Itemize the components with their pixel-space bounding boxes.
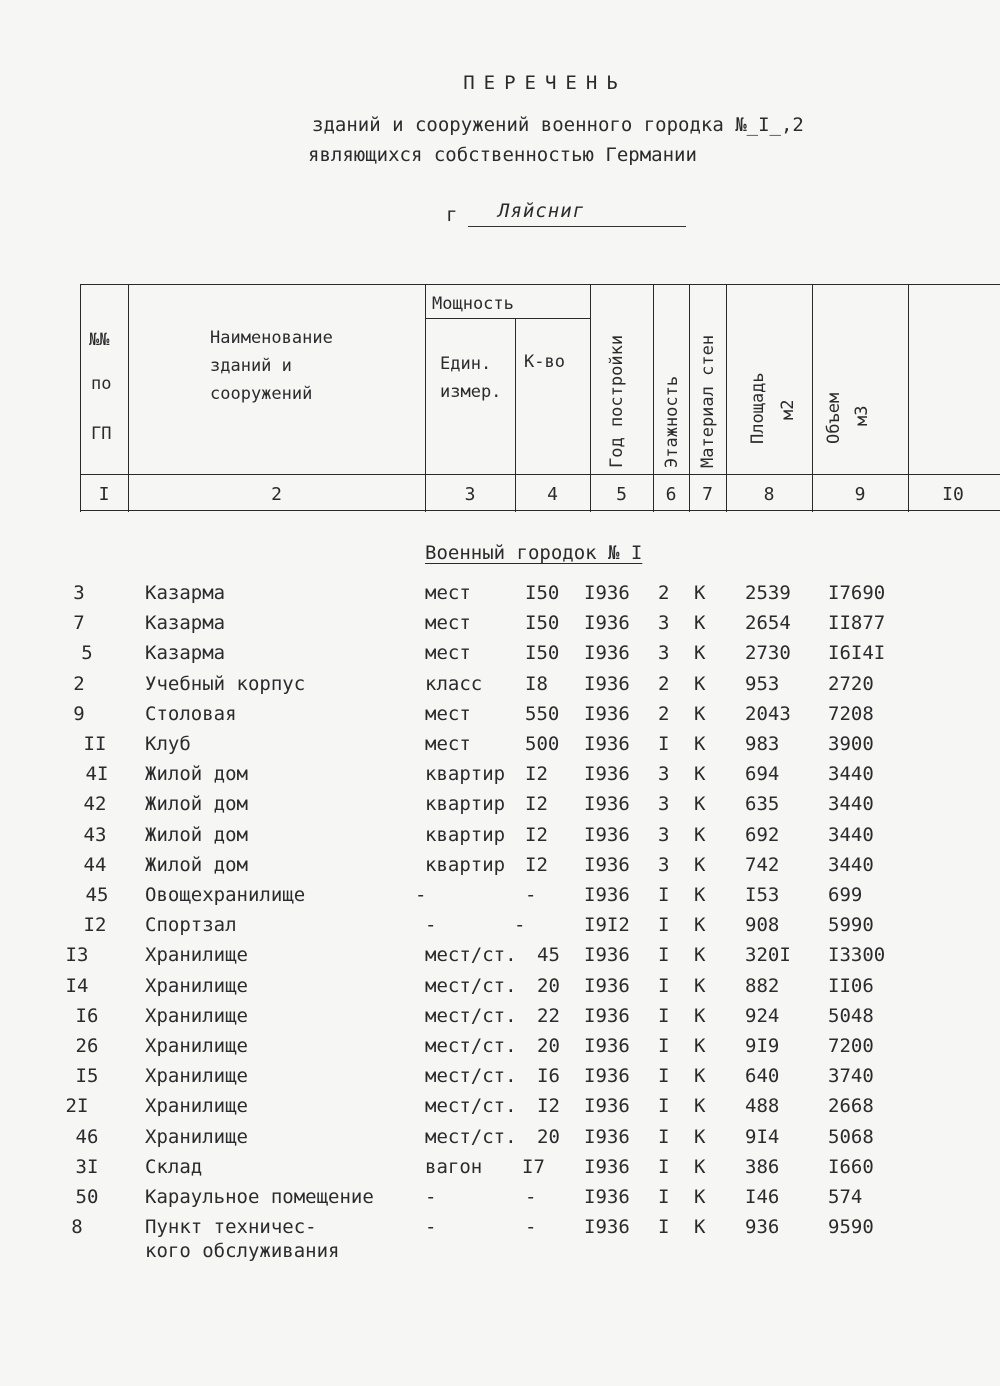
- row-qty: I2: [537, 1095, 560, 1118]
- col-number-2: 2: [271, 484, 282, 505]
- row-unit: мест: [425, 702, 471, 725]
- col-area-label-2: м2: [778, 399, 798, 420]
- row-name: Хранилище: [145, 1125, 248, 1148]
- table-row: [0, 733, 1000, 763]
- header-mid-border: [80, 474, 1000, 475]
- row-number: 3: [73, 582, 85, 604]
- row-volume: II877: [828, 612, 886, 635]
- row-volume: 699: [828, 884, 863, 906]
- col-name-label-1: Наименование: [210, 328, 333, 348]
- col-number-6: 6: [665, 484, 677, 505]
- row-number: 4I: [85, 763, 109, 786]
- row-area: 953: [745, 672, 780, 695]
- row-material: К: [694, 823, 706, 846]
- row-year: I936: [584, 823, 630, 846]
- row-number: II: [83, 733, 107, 755]
- row-year: I936: [584, 884, 630, 906]
- table-row: [0, 582, 1000, 612]
- row-area: 488: [745, 1095, 780, 1118]
- row-area: 2043: [745, 702, 791, 725]
- row-area: 9I4: [745, 1125, 780, 1148]
- col-volume-label-1: Объем: [824, 392, 844, 444]
- row-qty: I2: [525, 793, 548, 816]
- row-material: К: [694, 612, 706, 635]
- row-number: 8: [71, 1216, 83, 1239]
- row-area: I46: [745, 1186, 780, 1208]
- row-area: 908: [745, 914, 780, 937]
- col-line-8: [812, 284, 813, 512]
- row-year: I936: [584, 642, 630, 665]
- row-unit: мест: [425, 642, 471, 665]
- row-area: 386: [745, 1155, 780, 1178]
- row-floors: I: [658, 1186, 670, 1208]
- row-number: 46: [75, 1125, 99, 1148]
- row-floors: I: [658, 1125, 670, 1148]
- row-number: 43: [83, 823, 107, 846]
- row-number: 5: [81, 642, 93, 665]
- row-name: Учебный корпус: [145, 672, 306, 695]
- row-unit: -: [425, 914, 437, 937]
- table-row: [0, 1005, 1000, 1035]
- row-qty: -: [514, 914, 526, 937]
- row-area: 640: [745, 1065, 780, 1088]
- row-floors: 2: [658, 582, 670, 604]
- row-name: Склад: [145, 1155, 203, 1178]
- row-number: 45: [85, 884, 109, 906]
- row-number: I3: [65, 944, 89, 967]
- col-number-3: 3: [464, 484, 476, 505]
- row-number: 50: [75, 1186, 99, 1208]
- row-name: Хранилище: [145, 1065, 248, 1088]
- row-unit: мест/ст.: [425, 974, 517, 997]
- row-number: 3I: [75, 1155, 99, 1178]
- col-line-7: [726, 284, 727, 512]
- col-no-label-2: по: [91, 374, 112, 394]
- col-no-label-3: ГП: [91, 424, 112, 444]
- row-name: Жилой дом: [145, 853, 248, 876]
- table-row: [0, 824, 1000, 854]
- row-area: 882: [745, 974, 780, 997]
- row-year: I936: [584, 1216, 630, 1239]
- row-area: 936: [745, 1216, 780, 1239]
- subtitle-line-2: являющихся собственностью Германии: [308, 144, 697, 166]
- row-material: К: [694, 763, 706, 786]
- col-number-1: I: [98, 484, 110, 505]
- col-year-label: Год постройки: [607, 334, 627, 468]
- row-material: К: [694, 884, 706, 906]
- row-volume: II06: [828, 974, 874, 997]
- row-number: 2: [73, 672, 85, 695]
- row-material: К: [694, 944, 706, 967]
- col-number-10: I0: [942, 484, 964, 505]
- row-material: К: [694, 1186, 706, 1208]
- row-floors: I: [658, 1035, 670, 1057]
- row-name: Столовая: [145, 702, 237, 725]
- table-row: [0, 1065, 1000, 1095]
- row-year: I936: [584, 1035, 630, 1057]
- row-area: 924: [745, 1004, 780, 1027]
- table-row: [0, 763, 1000, 793]
- table-row: [0, 1095, 1000, 1125]
- row-number: I4: [65, 974, 89, 997]
- table-row: [0, 884, 1000, 914]
- row-name: Жилой дом: [145, 823, 248, 846]
- table-row: [0, 944, 1000, 974]
- city-name: Ляйсниг: [498, 200, 586, 222]
- row-floors: I: [658, 1004, 670, 1027]
- row-area: 2730: [745, 642, 791, 665]
- table-row: [0, 1126, 1000, 1156]
- row-area: 742: [745, 853, 780, 876]
- row-material: К: [694, 853, 706, 876]
- section-title: Военный городок № I: [425, 542, 643, 564]
- row-floors: I: [658, 1216, 670, 1239]
- header-bottom-border: [80, 510, 1000, 511]
- row-volume: I7690: [828, 582, 886, 604]
- col-number-7: 7: [702, 484, 713, 505]
- row-qty: I50: [525, 642, 560, 665]
- row-number: 26: [75, 1035, 99, 1057]
- row-material: К: [694, 1095, 706, 1118]
- table-row: [0, 1156, 1000, 1186]
- row-volume: 9590: [828, 1216, 874, 1239]
- table-row: [0, 703, 1000, 733]
- row-volume: 5990: [828, 914, 874, 937]
- col-number-9: 9: [854, 484, 866, 505]
- row-unit: мест: [425, 582, 471, 604]
- row-material: К: [694, 582, 706, 604]
- row-unit: мест: [425, 612, 471, 635]
- row-floors: 2: [658, 672, 670, 695]
- row-material: К: [694, 974, 706, 997]
- row-area: 2654: [745, 612, 791, 635]
- table-row: [0, 1186, 1000, 1216]
- row-volume: 5048: [828, 1004, 874, 1027]
- row-material: К: [694, 1125, 706, 1148]
- table-row: [0, 793, 1000, 823]
- row-volume: 7200: [828, 1035, 874, 1057]
- row-material: К: [694, 672, 706, 695]
- row-qty: I50: [525, 612, 560, 635]
- table-row: [0, 914, 1000, 944]
- col-floors-label: Этажность: [662, 375, 682, 468]
- row-material: К: [694, 1155, 706, 1178]
- row-floors: 3: [658, 763, 670, 786]
- row-volume: 3740: [828, 1065, 874, 1088]
- col-material-label: Материал стен: [698, 334, 718, 468]
- col-no-label-1: №№: [89, 330, 110, 350]
- col-line-2: [425, 284, 426, 512]
- row-name: Пункт техничес-: [145, 1216, 317, 1239]
- row-qty: -: [525, 1186, 537, 1208]
- row-year: I9I2: [584, 914, 630, 937]
- row-floors: I: [658, 974, 670, 997]
- row-floors: 3: [658, 793, 670, 816]
- row-material: К: [694, 1004, 706, 1027]
- col-name-label-2: зданий и: [210, 356, 292, 376]
- row-material: К: [694, 1065, 706, 1088]
- row-unit: мест/ст.: [425, 1004, 517, 1027]
- row-name: Казарма: [145, 582, 226, 604]
- row-qty: 550: [525, 702, 560, 725]
- row-floors: I: [658, 1065, 670, 1088]
- col-number-4: 4: [547, 484, 558, 505]
- col-unit-label-1: Един.: [440, 354, 492, 374]
- row-name: Хранилище: [145, 1004, 248, 1027]
- row-floors: 3: [658, 612, 670, 635]
- row-qty: 20: [537, 974, 560, 997]
- col-qty-label: К-во: [524, 352, 565, 372]
- row-year: I936: [584, 1004, 630, 1027]
- row-area: 692: [745, 823, 780, 846]
- row-name: Хранилище: [145, 944, 248, 967]
- row-unit: мест/ст.: [425, 1095, 517, 1118]
- row-year: I936: [584, 733, 630, 755]
- row-material: К: [694, 1035, 706, 1057]
- row-number: 9: [73, 702, 85, 725]
- row-volume: 3440: [828, 823, 874, 846]
- row-volume: 3900: [828, 733, 874, 755]
- row-name: Клуб: [145, 733, 191, 755]
- row-number: 44: [83, 853, 107, 876]
- row-unit: вагон: [425, 1155, 483, 1178]
- row-unit: мест/ст.: [425, 1065, 517, 1088]
- row-year: I936: [584, 853, 630, 876]
- row-area: 635: [745, 793, 780, 816]
- col-number-8: 8: [763, 484, 775, 505]
- row-floors: I: [658, 884, 670, 906]
- table-row: [0, 854, 1000, 884]
- table-header: [80, 284, 1000, 512]
- row-name: Хранилище: [145, 1095, 248, 1118]
- col-line-5: [653, 284, 654, 512]
- row-unit: -: [425, 1216, 437, 1239]
- row-qty: 45: [537, 944, 560, 967]
- row-area: 694: [745, 763, 780, 786]
- header-top-border: [80, 284, 1000, 285]
- row-volume: I6I4I: [828, 642, 886, 665]
- col-line-0: [80, 284, 81, 512]
- row-volume: 2668: [828, 1095, 874, 1118]
- row-name: Хранилище: [145, 1035, 248, 1057]
- row-year: I936: [584, 672, 630, 695]
- row-volume: 574: [828, 1186, 863, 1208]
- row-qty: 20: [537, 1125, 560, 1148]
- row-qty: I7: [522, 1155, 545, 1178]
- row-volume: 3440: [828, 763, 874, 786]
- row-year: I936: [584, 702, 630, 725]
- row-year: I936: [584, 1155, 630, 1178]
- row-name: Казарма: [145, 612, 226, 635]
- capacity-divider: [425, 318, 590, 319]
- row-name: Казарма: [145, 642, 226, 665]
- row-name: Спортзал: [145, 914, 237, 937]
- row-year: I936: [584, 763, 630, 786]
- row-floors: 2: [658, 702, 670, 725]
- col-line-6: [689, 284, 690, 512]
- row-name: Жилой дом: [145, 793, 248, 816]
- row-volume: I660: [828, 1155, 874, 1178]
- row-unit: мест/ст.: [425, 944, 517, 967]
- row-number: 2I: [65, 1095, 89, 1118]
- col-volume-label-2: м3: [852, 405, 872, 426]
- row-unit: квартир: [425, 763, 506, 786]
- col-capacity-label: Мощность: [432, 294, 514, 314]
- row-unit: -: [425, 1186, 437, 1208]
- table-row: [0, 975, 1000, 1005]
- col-line-1: [128, 284, 129, 512]
- row-qty: -: [525, 1216, 537, 1239]
- col-line-9: [908, 284, 909, 512]
- row-year: I936: [584, 612, 630, 635]
- row-unit: мест/ст.: [425, 1035, 517, 1057]
- row-unit: квартир: [425, 853, 506, 876]
- col-number-5: 5: [616, 484, 627, 505]
- col-line-4: [590, 284, 591, 512]
- row-name: Хранилище: [145, 974, 248, 997]
- col-area-label-1: Площадь: [748, 372, 768, 444]
- row-floors: 3: [658, 823, 670, 846]
- row-material: К: [694, 793, 706, 816]
- row-area: 320I: [745, 944, 791, 967]
- row-unit: квартир: [425, 793, 506, 816]
- table-row: [0, 1035, 1000, 1065]
- row-number: 7: [73, 612, 85, 635]
- row-year: I936: [584, 1065, 630, 1088]
- row-number: 42: [83, 793, 107, 816]
- row-area: I53: [745, 884, 780, 906]
- col-name-label-3: сооружений: [210, 384, 313, 404]
- row-qty: I8: [525, 672, 548, 695]
- row-area: 2539: [745, 582, 791, 604]
- row-volume: 2720: [828, 672, 874, 695]
- row-floors: I: [658, 914, 670, 937]
- row-floors: I: [658, 944, 670, 967]
- row-unit: мест/ст.: [425, 1125, 517, 1148]
- row-floors: 3: [658, 642, 670, 665]
- row-volume: 3440: [828, 793, 874, 816]
- row-qty: I2: [525, 823, 548, 846]
- row-floors: I: [658, 1095, 670, 1118]
- table-row: [0, 612, 1000, 642]
- city-prefix: г: [446, 204, 458, 226]
- table-row: [0, 673, 1000, 703]
- row-material: К: [694, 733, 706, 755]
- row-qty: 22: [537, 1004, 560, 1027]
- row-number: I2: [83, 914, 107, 937]
- row-qty: 500: [525, 733, 560, 755]
- row-unit: мест: [425, 733, 471, 755]
- row-volume: 7208: [828, 702, 874, 725]
- row-floors: I: [658, 733, 670, 755]
- row-area: 983: [745, 733, 780, 755]
- row-material: К: [694, 1216, 706, 1239]
- row-year: I936: [584, 1125, 630, 1148]
- row-qty: I2: [525, 853, 548, 876]
- table-row: [0, 642, 1000, 672]
- row-material: К: [694, 642, 706, 665]
- row-name: Жилой дом: [145, 763, 248, 786]
- city-underline: [468, 226, 686, 227]
- row-number: I5: [75, 1065, 99, 1088]
- row-year: I936: [584, 944, 630, 967]
- row-unit: -: [415, 884, 427, 906]
- col-line-3: [515, 318, 516, 512]
- row-number: I6: [75, 1004, 99, 1027]
- row-unit: класс: [425, 672, 483, 695]
- row-qty: I50: [525, 582, 560, 604]
- subtitle-line-1: зданий и сооружений военного городка №_I_,2: [312, 114, 804, 136]
- row-name: Овощехранилище: [145, 884, 306, 906]
- row-qty: I2: [525, 763, 548, 786]
- row-year: I936: [584, 974, 630, 997]
- row-floors: 3: [658, 853, 670, 876]
- row-area: 9I9: [745, 1035, 780, 1057]
- col-unit-label-2: измер.: [440, 382, 502, 402]
- row-qty: 20: [537, 1035, 560, 1057]
- row-year: I936: [584, 582, 630, 604]
- row-year: I936: [584, 793, 630, 816]
- row-material: К: [694, 914, 706, 937]
- row-volume: 5068: [828, 1125, 874, 1148]
- row-year: I936: [584, 1186, 630, 1208]
- document-title: ПЕРЕЧЕНЬ: [463, 72, 627, 94]
- row-name: Караульное помещение: [145, 1186, 374, 1208]
- row-volume: I3300: [828, 944, 886, 967]
- table-row: [0, 1216, 1000, 1263]
- row-material: К: [694, 702, 706, 725]
- row-qty: I6: [537, 1065, 560, 1088]
- row-qty: -: [525, 884, 537, 906]
- row-year: I936: [584, 1095, 630, 1118]
- row-unit: квартир: [425, 823, 506, 846]
- row-name-continued: кого обслуживания: [145, 1240, 340, 1263]
- row-volume: 3440: [828, 853, 874, 876]
- row-floors: I: [658, 1155, 670, 1178]
